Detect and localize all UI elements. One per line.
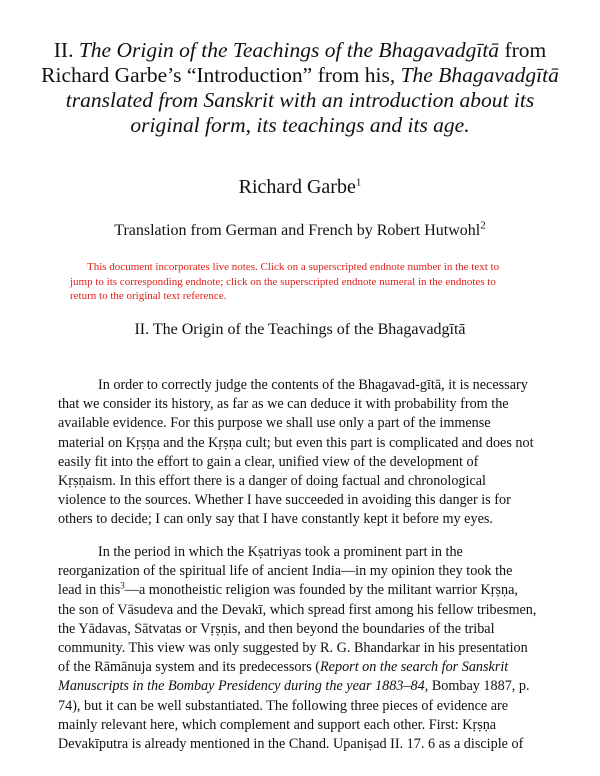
paragraph-line: mainly relevant here, which complement and support each other. First: Kṛṣṇa — [58, 716, 497, 733]
line-text: of the Rāmānuja system and its predecessors ( — [58, 659, 321, 676]
report-title: Report on the search for Sanskrit — [320, 659, 509, 676]
title-italic-work: The Origin of the Teachings of the Bhagavadgītā — [78, 38, 500, 62]
paragraph-line: available evidence. For this purpose we shall use only a part of the immense — [58, 415, 491, 432]
paragraph-line: In the period in which the Kṣatriyas took a prominent part in the — [98, 544, 463, 560]
paragraph-line: community. This view was only suggested by R. G. Bhandarkar in his presentation — [58, 640, 528, 657]
paragraph-line: the Yādavas, Sātvatas or Vṛṣṇis, and then beyond the boundaries of the tribal — [58, 620, 495, 637]
paragraph-line: violence to the sources. Whether I have succeeded in avoiding this danger is for — [58, 492, 511, 509]
document-title — [30, 38, 570, 138]
author-name: Richard Garbe — [238, 176, 356, 198]
report-title: Manuscripts in the Bombay Presidency during the year 1883–84 — [58, 678, 425, 695]
paragraph-line — [58, 677, 552, 696]
paragraph-line: reorganization of the spiritual life of ancient India—in my opinion they took the — [58, 563, 513, 580]
title-italic-subtitle: translated from Sanskrit with an introduction about its original form, its teachings and its age. — [65, 88, 535, 137]
author-line — [0, 176, 600, 199]
paragraph-line: 74), but it can be well substantiated. The following three pieces of evidence are — [58, 697, 509, 714]
translator-line — [0, 219, 600, 240]
endnote-link-2[interactable]: 2 — [480, 219, 486, 232]
section-heading: II. The Origin of the Teachings of the Bhagavadgītā — [134, 321, 466, 338]
title-from: from — [504, 38, 547, 62]
notice-line: return to the original text reference. — [70, 290, 227, 302]
paragraph-line — [58, 581, 552, 600]
endnote-link-3[interactable]: 3 — [120, 580, 125, 591]
line-text: lead in this — [58, 582, 121, 599]
paragraph-line: others to decide; I can only say that I have constantly kept it before my eyes. — [58, 511, 493, 528]
endnote-link-1[interactable]: 1 — [355, 176, 362, 189]
line-text: , Bombay 1887, p. — [424, 678, 530, 695]
title-italic-book: The Bhagavadgītā — [400, 63, 559, 87]
live-notes-notice — [70, 260, 540, 304]
paragraph-1 — [58, 376, 552, 530]
paragraph-line: material on Kṛṣṇa and the Kṛṣṇa cult; but even this part is complicated and does not — [58, 434, 534, 451]
notice-line: This document incorporates live notes. Click on a superscripted endnote number in the text to — [87, 261, 500, 273]
paragraph-line: easily fit into the effort to gain a clear, unified view of the development of — [58, 453, 479, 470]
line-text: —a monotheistic religion was founded by the militant warrior Kṛṣṇa, — [124, 582, 518, 599]
paragraph-line: that we consider its history, as far as we can deduce it with probability from the — [58, 396, 509, 413]
paragraph-line: In order to correctly judge the contents of the Bhagavad-gītā, it is necessary — [98, 377, 528, 393]
paragraph-line: Devakīputra is already mentioned in the Chand. Upaniṣad II. 17. 6 as a disciple of — [58, 736, 524, 753]
paragraph-2 — [58, 543, 552, 754]
notice-line: jump to its corresponding endnote; click on the superscripted endnote numeral in the endnotes to — [70, 275, 496, 288]
translator-text: Translation from German and French by Robert Hutwohl — [114, 222, 481, 239]
paragraph-line: Kṛṣṇaism. In this effort there is a danger of doing factual and chronological — [58, 473, 486, 490]
title-roman: II. — [53, 38, 74, 62]
paragraph-line — [58, 658, 552, 677]
paragraph-line: the son of Vāsudeva and the Devakī, which spread first among his fellow tribesmen, — [58, 601, 537, 618]
title-source: Richard Garbe’s “Introduction” from his, — [41, 63, 396, 87]
